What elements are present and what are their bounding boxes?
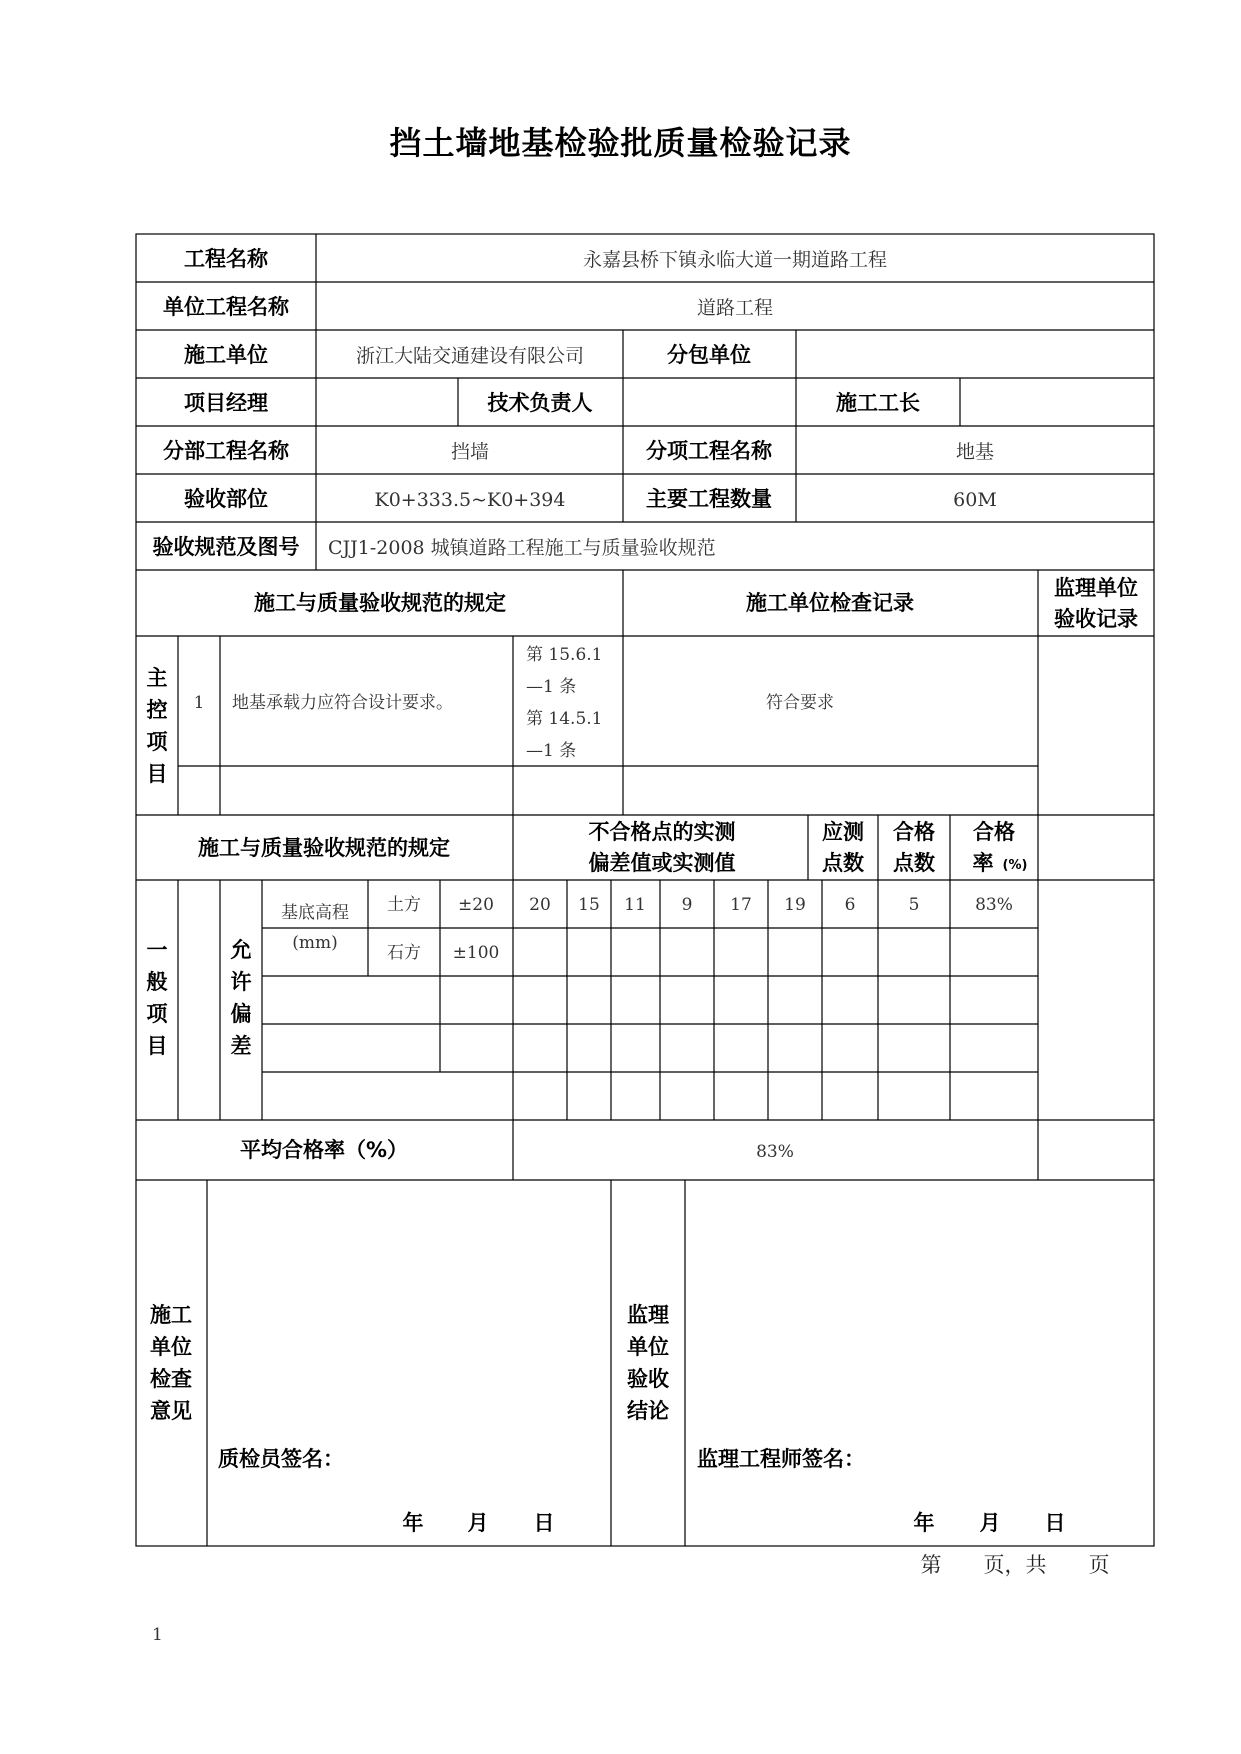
avg-value: 83% xyxy=(756,1142,794,1162)
points-header-2: 点数 xyxy=(822,851,864,875)
contractor-date-year: 年 xyxy=(402,1511,424,1535)
main-result: 符合要求 xyxy=(766,693,834,713)
contractor-opinion-label-3: 检查 xyxy=(150,1367,192,1391)
contractor-date-day: 日 xyxy=(533,1511,555,1535)
row-limit: ±20 xyxy=(458,895,494,915)
general-section-label-1: 一 xyxy=(146,938,168,962)
project-name-label: 工程名称 xyxy=(184,247,268,271)
quantity-value: 60M xyxy=(953,489,997,511)
supervisor-conclusion-label-1: 监理 xyxy=(627,1303,669,1327)
supervisor-date-year: 年 xyxy=(913,1511,935,1535)
contractor-opinion-label-2: 单位 xyxy=(150,1335,192,1359)
inspector-sign: 质检员签名： xyxy=(218,1447,344,1471)
location-label: 验收部位 xyxy=(184,487,268,511)
division-value: 挡墙 xyxy=(450,441,490,463)
row-type: 石方 xyxy=(387,943,421,963)
foreman-label: 施工工长 xyxy=(836,391,920,415)
general-spec-header: 施工与质量验收规范的规定 xyxy=(198,836,450,860)
page-title: 挡土墙地基检验批质量检验记录 xyxy=(389,124,852,162)
contractor-value: 浙江大陆交通建设有限公司 xyxy=(355,345,585,367)
row-rate: 83% xyxy=(975,895,1013,915)
item-name: 基底高程 xyxy=(281,903,349,923)
supervisor-header-1: 监理单位 xyxy=(1054,576,1138,600)
main-row-no: 1 xyxy=(193,693,205,713)
row-value: 19 xyxy=(784,895,806,915)
row-type: 土方 xyxy=(387,895,421,915)
main-requirement: 地基承载力应符合设计要求。 xyxy=(232,693,453,713)
page-count: 第 页，共 页 xyxy=(920,1553,1110,1577)
supervisor-conclusion-label-4: 结论 xyxy=(627,1399,669,1423)
tolerance-label-4: 差 xyxy=(230,1034,252,1058)
contractor-date-month: 月 xyxy=(467,1511,489,1535)
item-unit: (mm) xyxy=(292,933,338,953)
row-limit: ±100 xyxy=(452,943,500,963)
main-section-label-1: 主 xyxy=(146,666,168,690)
row-value: 17 xyxy=(730,895,752,915)
general-section-label-2: 般 xyxy=(146,970,168,994)
general-section-label-3: 项 xyxy=(146,1002,168,1026)
main-clause-1: 第 15.6.1 xyxy=(526,645,603,665)
engineer-sign: 监理工程师签名： xyxy=(697,1447,865,1471)
tolerance-label-1: 允 xyxy=(230,938,252,962)
pass-points-header-2: 点数 xyxy=(893,851,935,875)
rate-unit: (%) xyxy=(1002,858,1028,873)
contractor-opinion-label-1: 施工 xyxy=(150,1303,192,1327)
main-clause-4: —1 条 xyxy=(526,741,577,761)
row-value: 9 xyxy=(681,895,693,915)
contractor-opinion-label-4: 意见 xyxy=(150,1399,192,1423)
general-section-label-4: 目 xyxy=(146,1034,168,1058)
unit-project-label: 单位工程名称 xyxy=(163,295,289,319)
page-number: 1 xyxy=(152,1625,163,1645)
table-row xyxy=(387,895,1013,915)
supervisor-date-day: 日 xyxy=(1044,1511,1066,1535)
main-clause-3: 第 14.5.1 xyxy=(526,709,603,729)
rate-header-1: 合格 xyxy=(973,820,1015,844)
location-value: K0+333.5~K0+394 xyxy=(374,489,566,511)
deviation-header-1: 不合格点的实测 xyxy=(588,820,736,844)
main-section-label-2: 控 xyxy=(146,698,168,722)
supervisor-date-month: 月 xyxy=(979,1511,1001,1535)
row-pass: 5 xyxy=(908,895,920,915)
rate-header-2: 率 xyxy=(972,851,994,875)
tech-lead-label: 技术负责人 xyxy=(487,391,593,415)
points-header-1: 应测 xyxy=(822,820,864,844)
table-row xyxy=(387,943,499,963)
row-value: 20 xyxy=(529,895,551,915)
unit-project-value: 道路工程 xyxy=(696,297,774,319)
main-check-header: 施工单位检查记录 xyxy=(746,591,914,615)
spec-label: 验收规范及图号 xyxy=(152,535,300,559)
quantity-label: 主要工程数量 xyxy=(646,487,772,511)
avg-label: 平均合格率（%） xyxy=(239,1138,409,1162)
division-label: 分部工程名称 xyxy=(163,439,289,463)
row-value: 11 xyxy=(624,895,646,915)
deviation-header-2: 偏差值或实测值 xyxy=(588,851,736,875)
supervisor-conclusion-label-3: 验收 xyxy=(627,1367,669,1391)
supervisor-header-2: 验收记录 xyxy=(1054,607,1138,631)
row-value: 15 xyxy=(578,895,600,915)
subitem-label: 分项工程名称 xyxy=(646,439,772,463)
tolerance-label-2: 许 xyxy=(230,970,252,994)
subitem-value: 地基 xyxy=(955,441,995,463)
main-section-label-4: 目 xyxy=(146,762,168,786)
tolerance-label-3: 偏 xyxy=(230,1002,252,1026)
pass-points-header-1: 合格 xyxy=(893,820,935,844)
project-name-value: 永嘉县桥下镇永临大道一期道路工程 xyxy=(582,249,888,271)
row-points: 6 xyxy=(844,895,856,915)
main-spec-header: 施工与质量验收规范的规定 xyxy=(254,591,506,615)
subcontractor-label: 分包单位 xyxy=(667,343,751,367)
main-section-label-3: 项 xyxy=(146,730,168,754)
spec-value: CJJ1-2008 城镇道路工程施工与质量验收规范 xyxy=(328,537,716,559)
contractor-label: 施工单位 xyxy=(184,343,268,367)
supervisor-conclusion-label-2: 单位 xyxy=(627,1335,669,1359)
pm-label: 项目经理 xyxy=(184,391,268,415)
main-clause-2: —1 条 xyxy=(526,677,577,697)
